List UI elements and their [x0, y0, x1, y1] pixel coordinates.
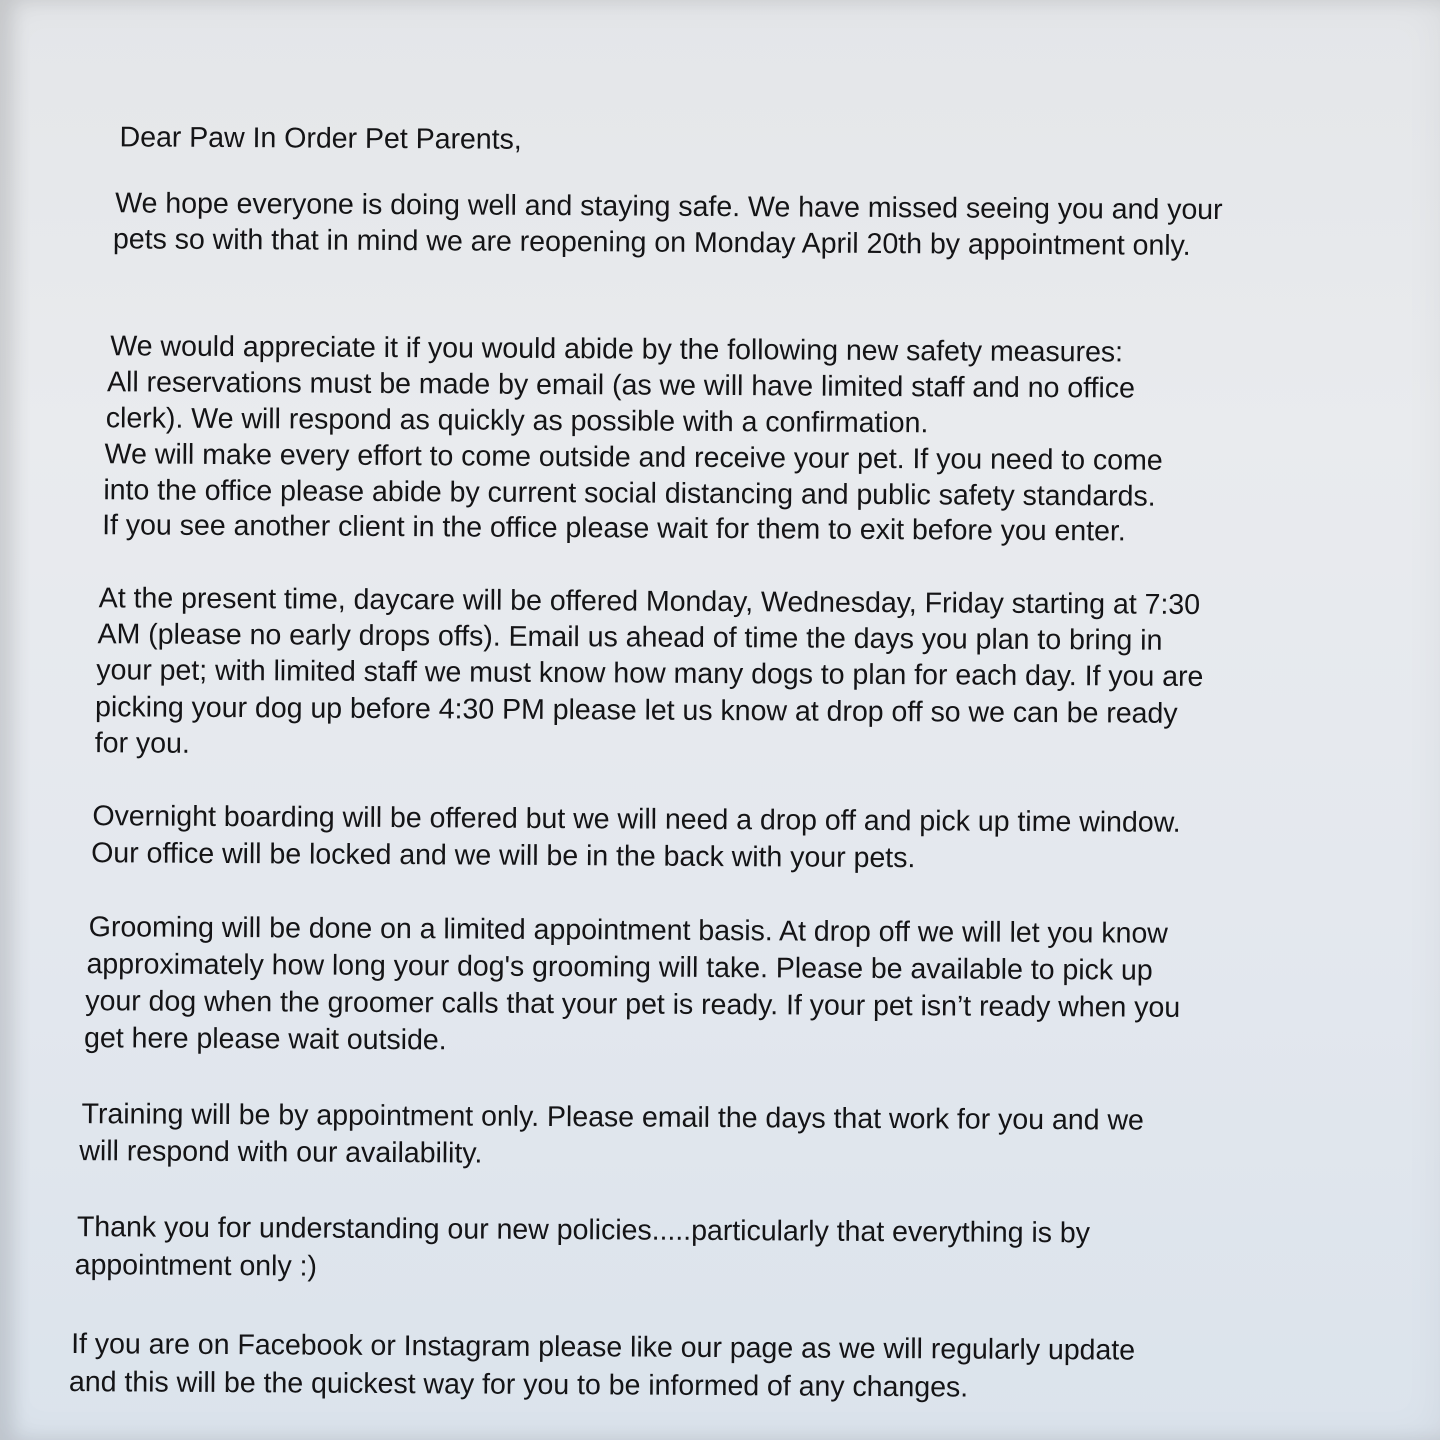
paragraph-2-line-1: We would appreciate it if you would abide by the following new safety measures:	[110, 330, 1124, 369]
paragraph-3-line-3: your pet; with limited staff we must know how many dogs to plan for each day. If you are	[96, 654, 1204, 693]
paragraph-3-line-1: At the present time, daycare will be offered Monday, Wednesday, Friday starting at 7:30	[98, 582, 1201, 621]
paragraph-4-line-1: Overnight boarding will be offered but we will need a drop off and pick up time window.	[92, 800, 1181, 839]
paragraph-8-line-2: and this will be the quickest way for you to be informed of any changes.	[68, 1366, 969, 1404]
paragraph-7-line-2: appointment only :)	[74, 1249, 318, 1283]
paragraph-5-line-4: get here please wait outside.	[83, 1022, 447, 1057]
paragraph-1-line-2: pets so with that in mind we are reopening on Monday April 20th by appointment only.	[112, 223, 1191, 262]
paragraph-8-line-1: If you are on Facebook or Instagram please like our page as we will regularly update	[71, 1328, 1136, 1367]
salutation: Dear Paw In Order Pet Parents,	[119, 121, 522, 156]
paragraph-5-line-3: your dog when the groomer calls that your pet is ready. If your pet isn’t ready when you	[85, 985, 1181, 1024]
paragraph-2-line-5: into the office please abide by current social distancing and public safety standards.	[103, 474, 1156, 513]
paragraph-1-line-1: We hope everyone is doing well and staying safe. We have missed seeing you and your	[115, 187, 1223, 227]
paragraph-7-line-1: Thank you for understanding our new policies.....particularly that everything is by	[76, 1211, 1091, 1250]
paragraph-3-line-2: AM (please no early drops offs). Email us ahead of time the days you plan to bring in	[97, 618, 1163, 657]
paragraph-3-line-5: for you.	[94, 727, 190, 760]
paragraph-4-line-2: Our office will be locked and we will be in the back with your pets.	[91, 837, 916, 875]
paragraph-5-line-2: approximately how long your dog's grooming will take. Please be available to pick up	[86, 948, 1153, 987]
paragraph-2-line-6: If you see another client in the office please wait for them to exit before you enter.	[102, 509, 1126, 548]
paragraph-2-line-2: All reservations must be made by email (as we will have limited staff and no office	[106, 366, 1135, 405]
paragraph-2-line-3: clerk). We will respond as quickly as possible with a confirmation.	[105, 402, 929, 440]
paragraph-3-line-4: picking your dog up before 4:30 PM please let us know at drop off so we can be ready	[94, 691, 1178, 730]
paragraph-6-line-1: Training will be by appointment only. Please email the days that work for you and we	[81, 1098, 1144, 1137]
paragraph-2-line-4: We will make every effort to come outside and receive your pet. If you need to come	[104, 438, 1163, 477]
paragraph-5-line-1: Grooming will be done on a limited appointment basis. At drop off we will let you know	[88, 911, 1168, 950]
paragraph-6-line-2: will respond with our availability.	[79, 1135, 483, 1170]
